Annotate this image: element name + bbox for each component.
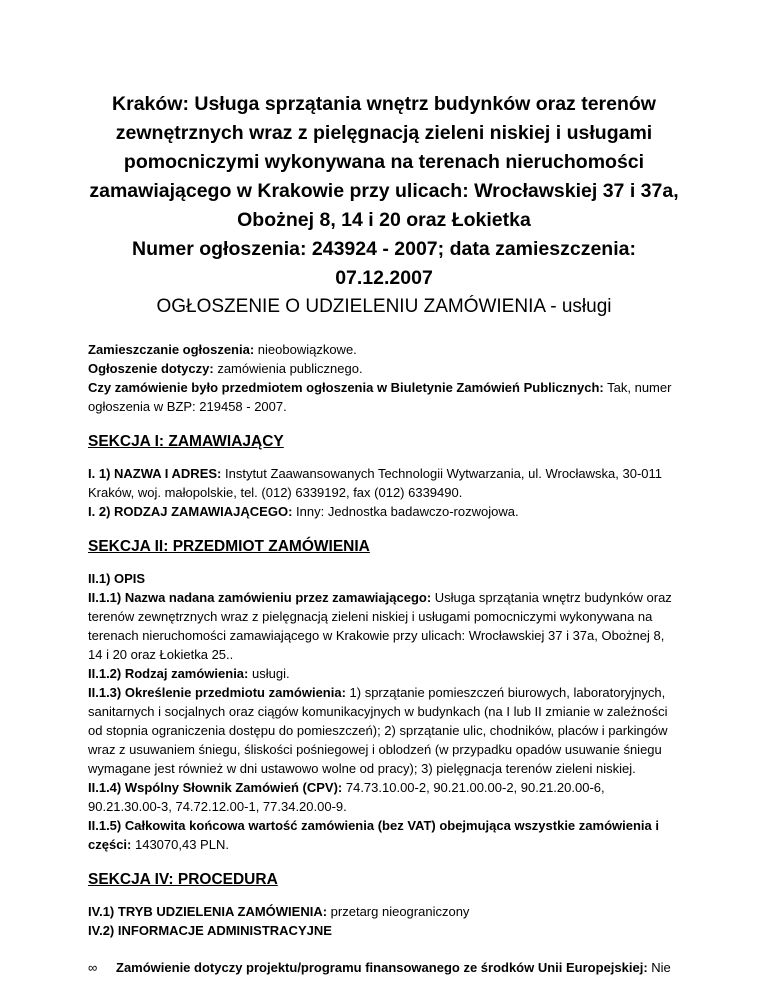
eu-funding-text <box>116 958 671 977</box>
section-heading-4: SEKCJA IV: PROCEDURA <box>88 871 278 888</box>
contract-name-label: II.1.1) Nazwa nadana zamówieniu przez zamawiającego: <box>88 590 432 605</box>
procedure-mode-label: IV.1) TRYB UDZIELENIA ZAMÓWIENIA: <box>88 904 328 919</box>
announcement-number: Numer ogłoszenia: 243924 - 2007; data zamieszczenia: 07.12.2007 <box>132 238 636 289</box>
publication-label: Zamieszczanie ogłoszenia: <box>88 342 255 357</box>
bullet-icon: ∞ <box>88 960 98 975</box>
section-heading-1: SEKCJA I: ZAMAWIAJĄCY <box>88 433 284 450</box>
admin-info-label: IV.2) INFORMACJE ADMINISTRACYJNE <box>88 923 332 938</box>
contract-subject-value: 1) sprzątanie pomieszczeń biurowych, laboratoryjnych, sanitarnych i socjalnych oraz ciągów komunikacyjnych w budynkach (na I lub II zmianie w zależności od stopnia ograniczenia dostępu do pomieszczeń); 2) sprzątanie ulic, chodników, placów i parkingów wraz z usuwaniem śniegu, śliskości pośniegowej i oblodzeń (w przypadku opadów usuwanie śniegu wymagane jest również w dni ustawowo wolne od pracy); 3) pielęgnacja terenów zieleni niskiej. <box>88 685 668 776</box>
title-line: Obożnej 8, 14 i 20 oraz Łokietka <box>237 209 531 231</box>
contract-subject <box>88 683 680 778</box>
section-2-content <box>88 569 680 854</box>
title-line: pomocniczymi wykonywana na terenach nieruchomości <box>123 151 645 173</box>
section-4-content <box>88 902 680 940</box>
concerns-label: Ogłoszenie dotyczy: <box>88 361 214 376</box>
contract-subject-label: II.1.3) Określenie przedmiotu zamówienia: <box>88 685 346 700</box>
document-page <box>88 0 680 977</box>
cpv-codes <box>88 778 680 816</box>
name-address-value: Instytut Zaawansowanych Technologii Wytwarzania, ul. Wrocławska, 30-011 Kraków, woj. małopolskie, tel. (012) 6339192, fax (012) 6339490. <box>88 466 663 500</box>
eu-funding-label: Zamówienie dotyczy projektu/programu finansowanego ze środków Unii Europejskiej: <box>116 960 648 975</box>
contract-value-amount: 143070,43 PLN. <box>131 837 229 852</box>
cpv-label: II.1.4) Wspólny Słownik Zamówień (CPV): <box>88 780 343 795</box>
procedure-mode-value: przetarg nieograniczony <box>327 904 470 919</box>
section-heading-2: SEKCJA II: PRZEDMIOT ZAMÓWIENIA <box>88 538 370 555</box>
title-line: Kraków: Usługa sprzątania wnętrz budynków oraz terenów <box>112 93 656 115</box>
contract-name-value: Usługa sprzątania wnętrz budynków oraz terenów zewnętrznych wraz z pielęgnacją zieleni niskiej i usługami pomocniczymi wykonywana na terenach nieruchomości zamawiającego w Krakowie przy ulicach: Wrocławskiej 37 i 37a, Obożnej 8, 14 i 20 oraz Łokietka 25.. <box>88 590 672 662</box>
contract-kind <box>88 664 680 683</box>
notice-type-subtitle: OGŁOSZENIE O UDZIELENIU ZAMÓWIENIA - usługi <box>156 296 612 317</box>
name-address-label: I. 1) NAZWA I ADRES: <box>88 466 222 481</box>
contract-kind-label: II.1.2) Rodzaj zamówienia: <box>88 666 249 681</box>
title-block <box>88 90 680 320</box>
cpv-value: 74.73.10.00-2, 90.21.00.00-2, 90.21.20.00-6, 90.21.30.00-3, 74.72.12.00-1, 77.34.20.00-9. <box>88 780 605 814</box>
eu-funding-value: Nie <box>647 960 671 975</box>
admin-info <box>88 921 680 940</box>
title-line: zamawiającego w Krakowie przy ulicach: Wrocławskiej 37 i 37a, <box>89 180 679 202</box>
contracting-authority-address <box>88 464 680 502</box>
publication-mode <box>88 340 680 359</box>
bzp-label: Czy zamówienie było przedmiotem ogłoszenia w Biuletynie Zamówień Publicznych: <box>88 380 604 395</box>
bzp-value: Tak, numer ogłoszenia w BZP: 219458 - 2007. <box>88 380 672 414</box>
notice-concerns <box>88 359 680 378</box>
bzp-info <box>88 378 680 416</box>
procedure-mode <box>88 902 680 921</box>
authority-type-label: I. 2) RODZAJ ZAMAWIAJĄCEGO: <box>88 504 293 519</box>
authority-type-value: Inny: Jednostka badawczo-rozwojowa. <box>292 504 519 519</box>
contract-value-label: II.1.5) Całkowita końcowa wartość zamówienia (bez VAT) obejmująca wszystkie zamówienia i części: <box>88 818 659 852</box>
section-1-content <box>88 464 680 521</box>
notice-meta <box>88 340 680 416</box>
contracting-authority-type <box>88 502 680 521</box>
concerns-value: zamówienia publicznego. <box>213 361 363 376</box>
eu-funding-item <box>88 958 680 977</box>
description-label <box>88 569 680 588</box>
opis-label: II.1) OPIS <box>88 571 146 586</box>
title-line: zewnętrznych wraz z pielęgnacją zieleni niskiej i usługami <box>115 122 653 144</box>
contract-name <box>88 588 680 664</box>
contract-kind-value: usługi. <box>248 666 290 681</box>
contract-value <box>88 816 680 854</box>
publication-value: nieobowiązkowe. <box>254 342 357 357</box>
